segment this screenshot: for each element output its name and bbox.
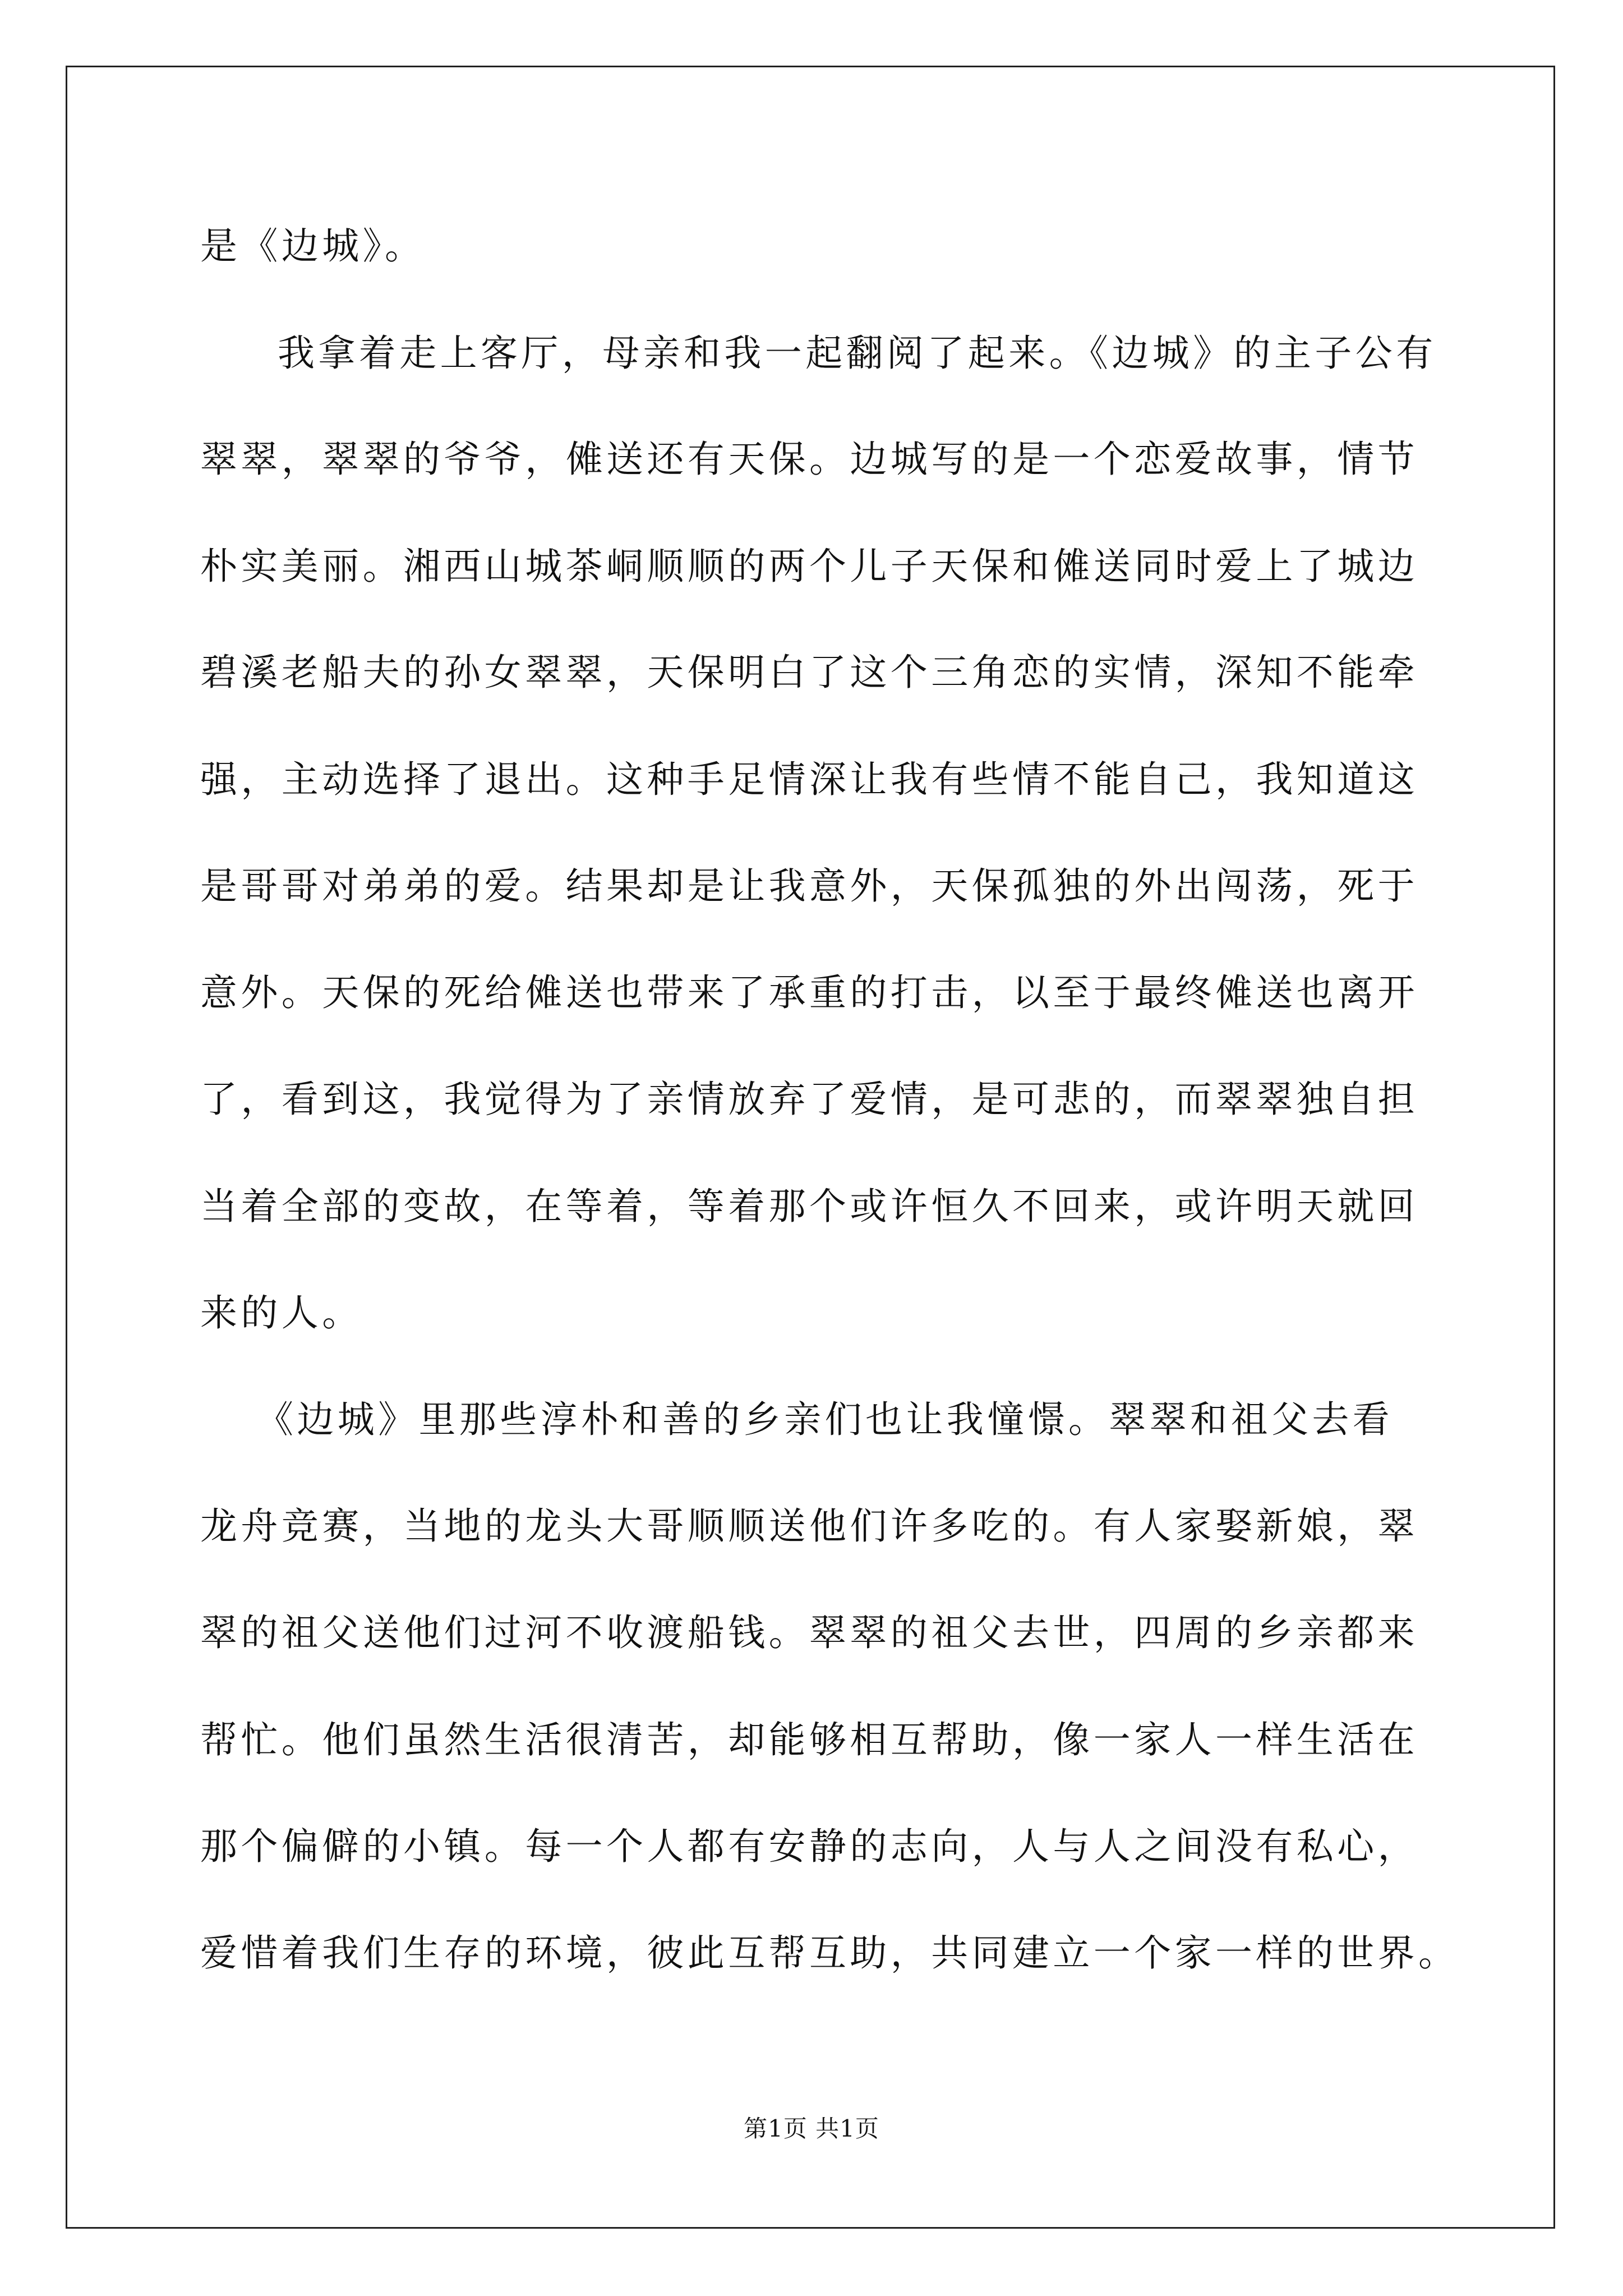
- page-footer: 第1页 共1页: [744, 2115, 879, 2142]
- text-line: 翠的祖父送他们过河不收渡船钱。翠翠的祖父去世，四周的乡亲都来: [200, 1611, 1418, 1654]
- text-line: 碧溪老船夫的孙女翠翠，天保明白了这个三角恋的实情，深知不能牵: [200, 651, 1418, 694]
- text-line: 翠翠，翠翠的爷爷，傩送还有天保。边城写的是一个恋爱故事，情节: [200, 438, 1418, 481]
- text-line: 龙舟竞赛，当地的龙头大哥顺顺送他们许多吃的。有人家娶新娘，翠: [200, 1504, 1418, 1548]
- text-line: 《边城》里那些淳朴和善的乡亲们也让我憧憬。翠翠和祖父去看: [256, 1398, 1394, 1441]
- text-line: 帮忙。他们虽然生活很清苦，却能够相互帮助，像一家人一样生活在: [200, 1718, 1418, 1761]
- text-line: 强，主动选择了退出。这种手足情深让我有些情不能自己，我知道这: [200, 758, 1418, 801]
- text-line: 来的人。: [200, 1291, 363, 1335]
- text-line: 了，看到这，我觉得为了亲情放弃了爱情，是可悲的，而翠翠独自担: [200, 1078, 1418, 1121]
- page-border: [66, 66, 1555, 2229]
- text-line: 朴实美丽。湘西山城茶峒顺顺的两个儿子天保和傩送同时爱上了城边: [200, 545, 1418, 588]
- text-line: 是哥哥对弟弟的爱。结果却是让我意外，天保孤独的外出闯荡，死于: [200, 864, 1418, 908]
- text-line: 爱惜着我们生存的环境，彼此互帮互助，共同建立一个家一样的世界。: [200, 1931, 1459, 1975]
- text-line: 我拿着走上客厅，母亲和我一起翻阅了起来。《边城》的主子公有: [278, 332, 1437, 375]
- text-line: 那个偏僻的小镇。每一个人都有安静的志向，人与人之间没有私心，: [200, 1825, 1418, 1868]
- text-line: 是《边城》。: [200, 224, 426, 268]
- text-line: 意外。天保的死给傩送也带来了承重的打击，以至于最终傩送也离开: [200, 971, 1418, 1014]
- text-line: 当着全部的变故，在等着，等着那个或许恒久不回来，或许明天就回: [200, 1185, 1418, 1228]
